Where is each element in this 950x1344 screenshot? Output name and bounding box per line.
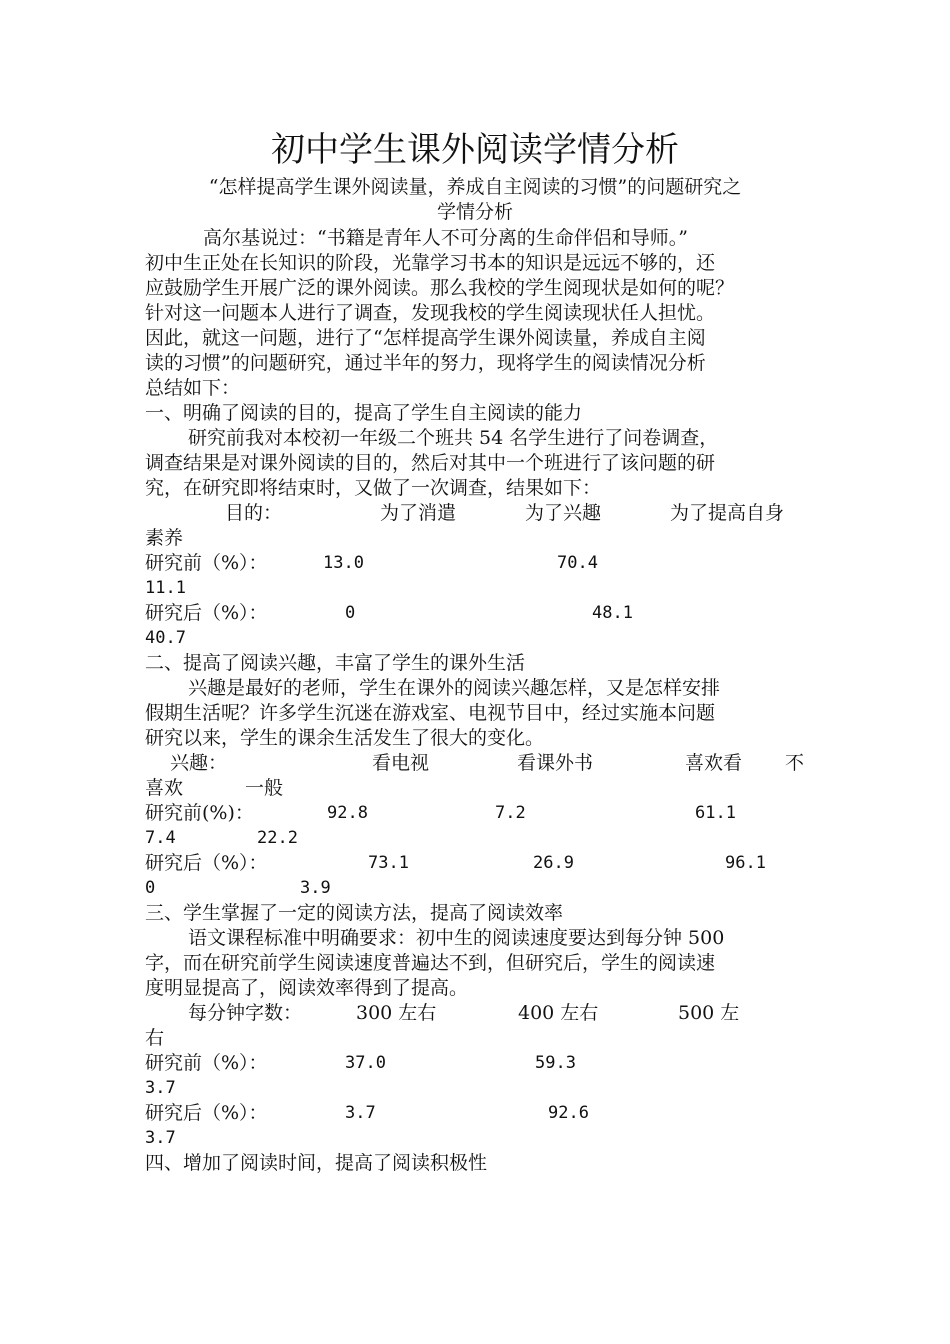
intro-line: 读的习惯”的问题研究，通过半年的努力，现将学生的阅读情况分析: [145, 352, 706, 374]
section1-para-line: 调查结果是对课外阅读的目的，然后对其中一个班进行了该问题的研: [145, 452, 716, 474]
section3-para-line: 语文课程标准中明确要求：初中生的阅读速度要达到每分钟 500: [188, 927, 725, 949]
section2-before-value: 61.1: [695, 803, 736, 823]
section2-before-value: 7.4: [145, 828, 176, 848]
section3-before-value: 59.3: [535, 1053, 576, 1073]
intro-line: 因此，就这一问题，进行了“怎样提高学生课外阅读量，养成自主阅: [145, 327, 706, 349]
section2-col: 喜欢看: [685, 752, 743, 774]
section1-col: 为了消遣: [380, 502, 457, 524]
section2-after-value: 96.1: [725, 853, 766, 873]
section1-col: 为了提高自身: [670, 502, 785, 524]
intro-line: 高尔基说过：“书籍是青年人不可分离的生命伴侣和导师。”: [203, 227, 688, 249]
intro-line: 初中生正处在长知识的阶段，光靠学习书本的知识是远远不够的，还: [145, 252, 716, 274]
intro-line: 针对这一问题本人进行了调查，发现我校的学生阅读现状任人担忧。: [145, 302, 716, 324]
section1-after-value: 40.7: [145, 628, 186, 648]
section3-before-value: 37.0: [345, 1053, 386, 1073]
section2-before-label: 研究前(%)：: [145, 802, 254, 824]
section3-header-label: 每分钟字数：: [188, 1002, 303, 1024]
section2-col: 看课外书: [517, 752, 594, 774]
section3-after-value: 3.7: [145, 1128, 176, 1148]
section3-after-label: 研究后（%）：: [145, 1102, 268, 1124]
intro-line: 应鼓励学生开展广泛的课外阅读。那么我校的学生阅现状是如何的呢？: [145, 277, 735, 299]
intro-line: 总结如下：: [145, 377, 241, 399]
section2-before-value: 7.2: [495, 803, 526, 823]
section2-after-value: 73.1: [368, 853, 409, 873]
section2-heading: 二、提高了阅读兴趣，丰富了学生的课外生活: [145, 652, 526, 674]
section1-col-wrap: 素养: [145, 527, 184, 549]
section1-before-value: 13.0: [323, 553, 364, 573]
section2-para-line: 兴趣是最好的老师，学生在课外的阅读兴趣怎样，又是怎样安排: [188, 677, 721, 699]
section2-col: 看电视: [372, 752, 430, 774]
section3-after-value: 3.7: [345, 1103, 376, 1123]
section2-before-value: 22.2: [257, 828, 298, 848]
section2-para-line: 假期生活呢？许多学生沉迷在游戏室、电视节目中，经过实施本问题: [145, 702, 716, 724]
section3-para-line: 字，而在研究前学生阅读速度普遍达不到，但研究后，学生的阅读速: [145, 952, 716, 974]
section1-para-line: 研究前我对本校初一年级二个班共 54 名学生进行了问卷调查，: [188, 427, 719, 449]
section1-after-value: 48.1: [592, 603, 633, 623]
section2-col-wrap: 喜欢: [145, 777, 184, 799]
section1-before-value: 11.1: [145, 578, 186, 598]
section1-after-value: 0: [345, 603, 356, 623]
section3-before-value: 3.7: [145, 1078, 176, 1098]
section2-before-value: 92.8: [327, 803, 368, 823]
section1-after-label: 研究后（%）：: [145, 602, 268, 624]
section2-after-value: 26.9: [533, 853, 574, 873]
section1-before-label: 研究前（%）：: [145, 552, 268, 574]
section2-after-value: 3.9: [300, 878, 331, 898]
section2-col-wrap: 一般: [245, 777, 284, 799]
subtitle-line-2: 学情分析: [436, 201, 513, 223]
section3-col: 300 左右: [356, 1002, 437, 1024]
section3-after-value: 92.6: [548, 1103, 589, 1123]
section3-col: 500 左: [678, 1002, 740, 1024]
section2-col: 不: [785, 752, 805, 774]
section3-heading: 三、学生掌握了一定的阅读方法，提高了阅读效率: [145, 902, 564, 924]
subtitle-line-1: “怎样提高学生课外阅读量，养成自主阅读的习惯”的问题研究之: [208, 176, 742, 198]
section1-before-value: 70.4: [557, 553, 598, 573]
section3-para-line: 度明显提高了，阅读效率得到了提高。: [145, 977, 469, 999]
section4-heading: 四、增加了阅读时间，提高了阅读积极性: [145, 1152, 488, 1174]
page-title: 初中学生课外阅读学情分析: [271, 130, 679, 170]
section1-para-line: 究，在研究即将结束时，又做了一次调查，结果如下：: [145, 477, 602, 499]
section1-col: 为了兴趣: [525, 502, 602, 524]
section3-before-label: 研究前（%）：: [145, 1052, 268, 1074]
section3-col: 400 左右: [518, 1002, 599, 1024]
section1-header-label: 目的：: [225, 502, 283, 524]
section2-header-label: 兴趣：: [170, 752, 228, 774]
section2-para-line: 研究以来，学生的课余生活发生了很大的变化。: [145, 727, 545, 749]
section3-col-wrap: 右: [145, 1027, 165, 1049]
section1-heading: 一、明确了阅读的目的，提高了学生自主阅读的能力: [145, 402, 583, 424]
section2-after-value: 0: [145, 878, 156, 898]
section2-after-label: 研究后（%）：: [145, 852, 268, 874]
